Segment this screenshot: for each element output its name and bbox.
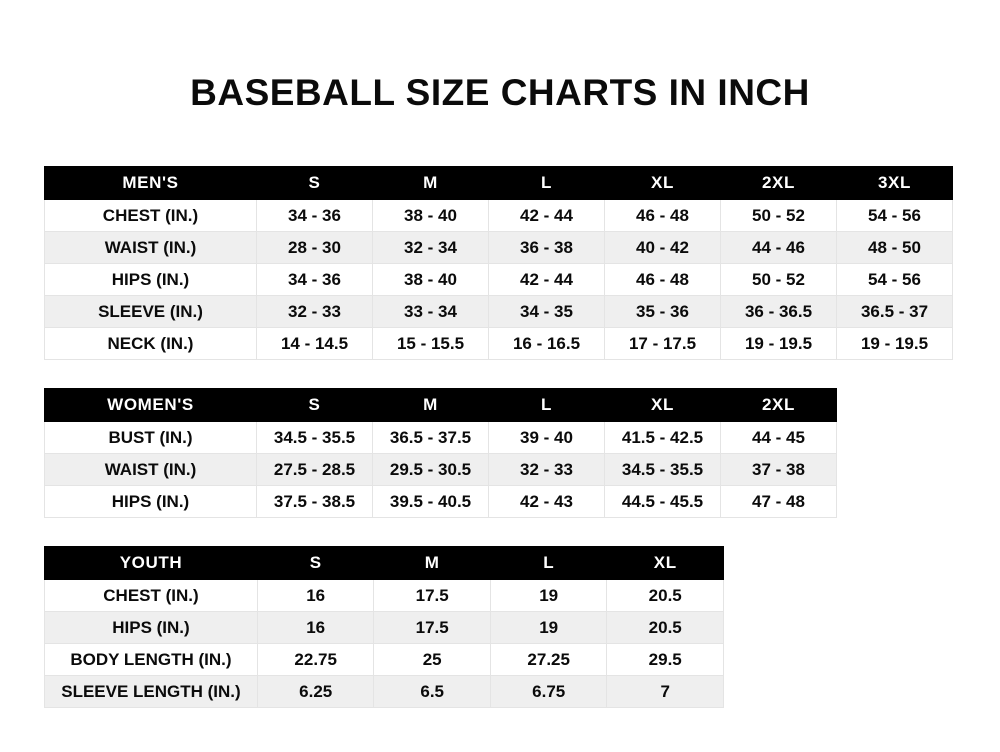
mens-header-2xl: 2XL: [721, 167, 837, 200]
mens-neck-2xl: 19 - 19.5: [721, 328, 837, 360]
womens-header-s: S: [257, 389, 373, 422]
mens-sleeve-3xl: 36.5 - 37: [837, 296, 953, 328]
mens-waist-m: 32 - 34: [373, 232, 489, 264]
mens-size-table: [44, 166, 953, 360]
womens-bust-m: 36.5 - 37.5: [373, 422, 489, 454]
mens-header-category: MEN'S: [45, 167, 257, 200]
womens-waist-xl: 34.5 - 35.5: [605, 454, 721, 486]
mens-chest-l: 42 - 44: [489, 200, 605, 232]
womens-waist-l: 32 - 33: [489, 454, 605, 486]
youth-chest-xl: 20.5: [607, 580, 724, 612]
table-row: [45, 486, 837, 518]
womens-header-m: M: [373, 389, 489, 422]
mens-sleeve-xl: 35 - 36: [605, 296, 721, 328]
mens-neck-l: 16 - 16.5: [489, 328, 605, 360]
womens-table-header-row: [45, 389, 837, 422]
youth-chest-l: 19: [490, 580, 607, 612]
mens-header-xl: XL: [605, 167, 721, 200]
mens-waist-3xl: 48 - 50: [837, 232, 953, 264]
youth-body-length-m: 25: [374, 644, 491, 676]
mens-hips-m: 38 - 40: [373, 264, 489, 296]
womens-waist-2xl: 37 - 38: [721, 454, 837, 486]
womens-waist-m: 29.5 - 30.5: [373, 454, 489, 486]
womens-size-table: [44, 388, 837, 518]
table-row: [45, 422, 837, 454]
table-spacer: [44, 360, 956, 388]
womens-row-label-waist: WAIST (IN.): [45, 454, 257, 486]
mens-hips-2xl: 50 - 52: [721, 264, 837, 296]
youth-row-label-hips: HIPS (IN.): [45, 612, 258, 644]
womens-header-l: L: [489, 389, 605, 422]
mens-waist-2xl: 44 - 46: [721, 232, 837, 264]
table-row: [45, 232, 953, 264]
mens-waist-l: 36 - 38: [489, 232, 605, 264]
youth-sleeve-length-s: 6.25: [257, 676, 374, 708]
youth-hips-m: 17.5: [374, 612, 491, 644]
mens-neck-s: 14 - 14.5: [257, 328, 373, 360]
mens-row-label-neck: NECK (IN.): [45, 328, 257, 360]
womens-header-2xl: 2XL: [721, 389, 837, 422]
table-row: [45, 200, 953, 232]
table-spacer: [44, 518, 956, 546]
mens-chest-xl: 46 - 48: [605, 200, 721, 232]
table-row: [45, 612, 724, 644]
mens-table-header-row: [45, 167, 953, 200]
womens-header-category: WOMEN'S: [45, 389, 257, 422]
womens-header-xl: XL: [605, 389, 721, 422]
youth-hips-s: 16: [257, 612, 374, 644]
mens-neck-m: 15 - 15.5: [373, 328, 489, 360]
youth-row-label-body-length: BODY LENGTH (IN.): [45, 644, 258, 676]
womens-waist-s: 27.5 - 28.5: [257, 454, 373, 486]
youth-body-length-s: 22.75: [257, 644, 374, 676]
mens-header-s: S: [257, 167, 373, 200]
mens-hips-s: 34 - 36: [257, 264, 373, 296]
mens-row-label-hips: HIPS (IN.): [45, 264, 257, 296]
table-row: [45, 296, 953, 328]
mens-neck-xl: 17 - 17.5: [605, 328, 721, 360]
mens-row-label-chest: CHEST (IN.): [45, 200, 257, 232]
table-row: [45, 580, 724, 612]
mens-sleeve-2xl: 36 - 36.5: [721, 296, 837, 328]
mens-sleeve-l: 34 - 35: [489, 296, 605, 328]
mens-row-label-waist: WAIST (IN.): [45, 232, 257, 264]
womens-hips-2xl: 47 - 48: [721, 486, 837, 518]
mens-row-label-sleeve: SLEEVE (IN.): [45, 296, 257, 328]
youth-sleeve-length-m: 6.5: [374, 676, 491, 708]
mens-header-l: L: [489, 167, 605, 200]
table-row: [45, 264, 953, 296]
womens-hips-l: 42 - 43: [489, 486, 605, 518]
mens-neck-3xl: 19 - 19.5: [837, 328, 953, 360]
youth-header-m: M: [374, 547, 491, 580]
womens-hips-m: 39.5 - 40.5: [373, 486, 489, 518]
womens-hips-xl: 44.5 - 45.5: [605, 486, 721, 518]
youth-hips-l: 19: [490, 612, 607, 644]
mens-hips-3xl: 54 - 56: [837, 264, 953, 296]
table-row: [45, 454, 837, 486]
youth-header-category: YOUTH: [45, 547, 258, 580]
womens-row-label-bust: BUST (IN.): [45, 422, 257, 454]
womens-bust-s: 34.5 - 35.5: [257, 422, 373, 454]
womens-row-label-hips: HIPS (IN.): [45, 486, 257, 518]
table-row: [45, 676, 724, 708]
youth-chest-m: 17.5: [374, 580, 491, 612]
mens-hips-l: 42 - 44: [489, 264, 605, 296]
mens-chest-3xl: 54 - 56: [837, 200, 953, 232]
youth-header-l: L: [490, 547, 607, 580]
mens-sleeve-s: 32 - 33: [257, 296, 373, 328]
mens-chest-s: 34 - 36: [257, 200, 373, 232]
mens-chest-m: 38 - 40: [373, 200, 489, 232]
youth-row-label-sleeve-length: SLEEVE LENGTH (IN.): [45, 676, 258, 708]
mens-sleeve-m: 33 - 34: [373, 296, 489, 328]
mens-chest-2xl: 50 - 52: [721, 200, 837, 232]
size-tables-container: [0, 166, 1000, 708]
mens-waist-s: 28 - 30: [257, 232, 373, 264]
womens-bust-l: 39 - 40: [489, 422, 605, 454]
table-row: [45, 328, 953, 360]
youth-table-header-row: [45, 547, 724, 580]
mens-header-m: M: [373, 167, 489, 200]
youth-row-label-chest: CHEST (IN.): [45, 580, 258, 612]
youth-size-table: [44, 546, 724, 708]
youth-sleeve-length-xl: 7: [607, 676, 724, 708]
mens-header-3xl: 3XL: [837, 167, 953, 200]
table-row: [45, 644, 724, 676]
youth-header-xl: XL: [607, 547, 724, 580]
youth-body-length-xl: 29.5: [607, 644, 724, 676]
womens-bust-xl: 41.5 - 42.5: [605, 422, 721, 454]
page-title: BASEBALL SIZE CHARTS IN INCH: [190, 72, 810, 113]
youth-hips-xl: 20.5: [607, 612, 724, 644]
youth-chest-s: 16: [257, 580, 374, 612]
youth-body-length-l: 27.25: [490, 644, 607, 676]
womens-hips-s: 37.5 - 38.5: [257, 486, 373, 518]
womens-bust-2xl: 44 - 45: [721, 422, 837, 454]
youth-header-s: S: [257, 547, 374, 580]
youth-sleeve-length-l: 6.75: [490, 676, 607, 708]
mens-hips-xl: 46 - 48: [605, 264, 721, 296]
mens-waist-xl: 40 - 42: [605, 232, 721, 264]
